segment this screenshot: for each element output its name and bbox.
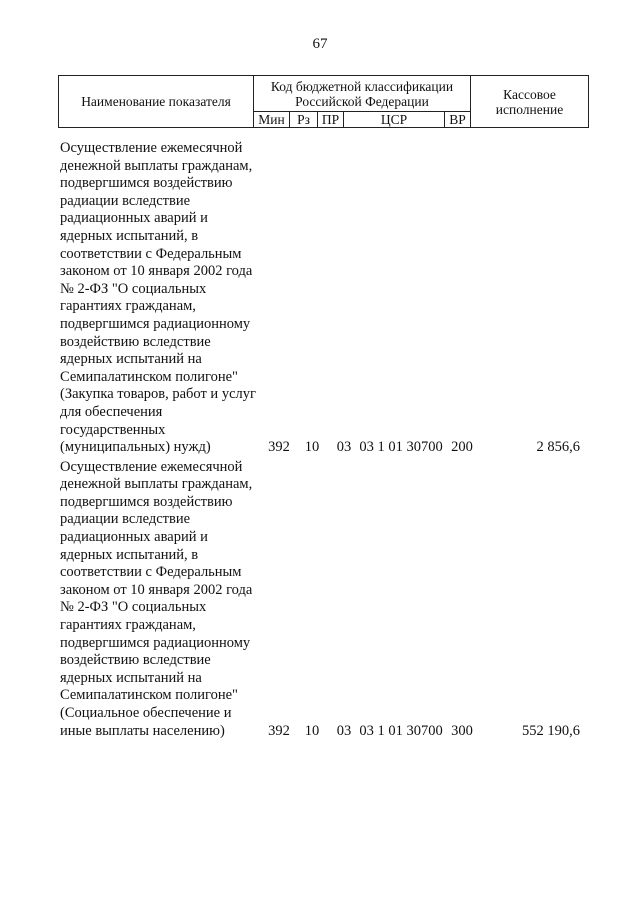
table-body [58,140,588,740]
header-min: Мин [254,112,290,128]
header-sum: Кассовое исполнение [471,76,589,128]
header-rz: Рз [290,112,318,128]
row-pr: 03 [336,439,352,456]
row-min: 392 [268,439,290,456]
row-rz: 10 [304,439,320,456]
row-vr: 300 [451,722,473,739]
page-number: 67 [312,36,328,52]
header-code-group: Код бюджетной классификации Российской Федерации [254,76,471,112]
row-name: Осуществление ежемесячной денежной выплаты гражданам, подвергшимся воздействию радиации вследствие радиационных аварий и ядерных испытаний, в соответствии с Федеральным законом от 10 января 2002 года № 2-ФЗ "О социальных гарантиях гражданам, подвергшимся радиационному воздействию вследствие ядерных испытаний на Семипалатинском полигоне" (Социальное обеспечение и иные выплаты населению) [60,458,253,739]
table-header [58,75,589,128]
header-name: Наименование показателя [59,76,254,128]
table-row [58,459,588,741]
row-csr: 03 1 01 30700 [359,439,443,456]
row-sum: 2 856,6 [536,439,580,456]
header-csr: ЦСР [344,112,445,128]
row-name: Осуществление ежемесячной денежной выплаты гражданам, подвергшимся воздействию радиации вследствие радиационных аварий и ядерных испытаний, в соответствии с Федеральным законом от 10 января 2002 года № 2-ФЗ "О социальных гарантиях гражданам, подвергшимся радиационному воздействию вследствие ядерных испытаний на Семипалатинском полигоне" (Закупка товаров, работ и услуг для обеспечения государственных (муниципальных) нужд) [60,140,256,456]
row-pr: 03 [336,722,352,739]
table-row [58,140,588,457]
header-pr: ПР [318,112,344,128]
row-vr: 200 [451,439,473,456]
row-rz: 10 [304,722,320,739]
row-csr: 03 1 01 30700 [359,722,443,739]
header-vr: ВР [445,112,471,128]
row-sum: 552 190,6 [522,722,580,739]
row-min: 392 [268,722,290,739]
